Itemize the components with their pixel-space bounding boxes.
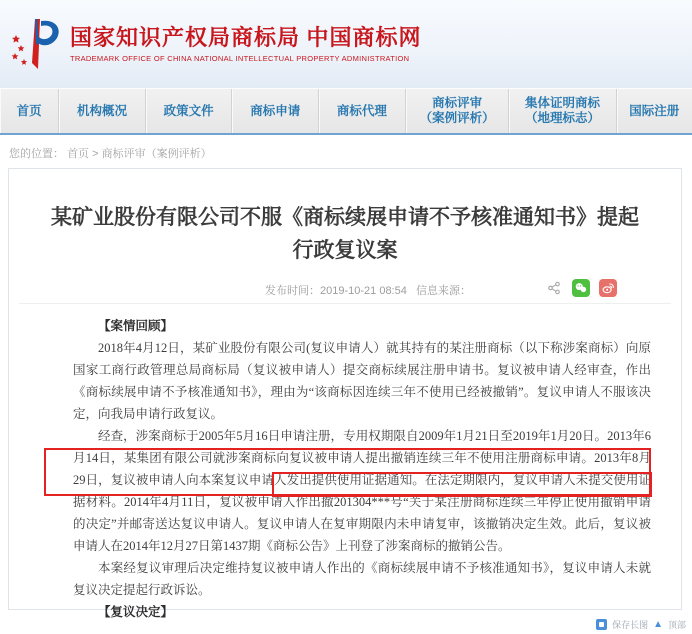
save-image-label[interactable]: 保存长图 (612, 620, 649, 630)
wechat-icon[interactable] (572, 279, 590, 297)
nav-item-label: 机构概况 (77, 103, 128, 118)
paragraph-3: 本案经复议审理后决定维持复议被申请人作出的《商标续展申请不予核准通知书》，复议申请人未就复议决定提起行政诉讼。 (73, 561, 651, 597)
nav-item-label: 国际注册 (629, 103, 680, 118)
nav-item-label: 集体证明商标 (525, 96, 601, 110)
nav-item-label2: （案例评析） (419, 111, 495, 125)
nav-item-label: 政策文件 (163, 103, 214, 118)
nav-item-home[interactable] (0, 89, 59, 133)
share-icon[interactable] (545, 279, 563, 297)
nav-item-policy[interactable] (146, 89, 233, 133)
back-to-top-label[interactable]: 顶部 (667, 620, 686, 630)
source-label: 信息来源： (416, 285, 472, 297)
back-to-top-icon[interactable]: ▲ (653, 618, 663, 630)
meta-divider (19, 303, 671, 304)
nav-item-international[interactable] (617, 89, 692, 133)
article-meta (265, 282, 471, 298)
article-panel (8, 168, 682, 619)
paragraph-2: 经查，涉案商标于2005年5月16日申请注册，专用权期限自2009年1月21日至2019年1月20日。2013年6月14日，某集团有限公司就涉案商标向复议被申请人提出撤销连续三年不使用注册商标申请。2013年8月29日，复议被申请人向本案复议申请人发出提供使用证据通知。在法定期限内，复议申请人未提交使用证据材料。2014年4月11日，复议被申请人作出撤201304***号“关于某注册商标连续三年停止使用撤销申请的决定”并邮寄送达复议申请人。复议申请人在复审期限内未申请复审，该撤销决定生效。此后，复议被申请人在2014年12月27日第1437期《商标公告》上刊登了涉案商标的撤销公告。 (73, 429, 651, 553)
breadcrumb-current-link[interactable]: 商标评审（案例评析） (101, 148, 212, 160)
paragraph-1: 2018年4月12日，某矿业股份有限公司(复议申请人）就其持有的某注册商标（以下称涉案商标）向原国家工商行政管理总局商标局（复议被申请人）提交商标续展注册申请书。复议被申请人经审查，作出《商标续展申请不予核准通知书》，理由为“该商标因连续三年不使用已经被撤销”。复议申请人不服该决定，向我局申请行政复议。 (73, 341, 651, 421)
nav-item-label: 商标代理 (336, 103, 387, 118)
nav-item-label: 首页 (16, 103, 42, 118)
breadcrumb (0, 135, 692, 161)
nav-item-label2: （地理标志） (525, 111, 601, 125)
article-body (73, 315, 651, 623)
nav-item-review[interactable] (406, 89, 510, 133)
save-image-icon[interactable] (596, 619, 607, 630)
nav-item-label: 商标申请 (250, 103, 301, 118)
breadcrumb-home-link[interactable]: 首页 (67, 148, 90, 160)
nav-item-about[interactable] (59, 89, 146, 133)
site-header (0, 0, 692, 88)
nav-item-label: 商标评审 (432, 96, 483, 110)
main-nav (0, 88, 692, 135)
site-title: 国家知识产权局商标局 中国商标网 (70, 25, 422, 50)
weibo-icon[interactable] (599, 279, 617, 297)
breadcrumb-separator: > (92, 148, 99, 160)
nav-item-collective-mark[interactable] (509, 89, 616, 133)
article-title: 某矿业股份有限公司不服《商标续展申请不予核准通知书》提起行政复议案 (51, 206, 639, 262)
site-logo-icon (8, 15, 64, 73)
nav-item-agency[interactable] (319, 89, 406, 133)
section-heading-review-decision: 【复议决定】 (98, 605, 174, 619)
share-toolbar (545, 279, 617, 297)
article-meta-row (9, 279, 681, 301)
publish-time: 发布时间：2019-10-21 08:54 (265, 285, 407, 297)
breadcrumb-prefix: 您的位置： (9, 148, 64, 160)
site-subtitle: TRADEMARK OFFICE OF CHINA NATIONAL INTELLECTUAL PROPERTY ADMINISTRATION (70, 54, 410, 63)
section-heading-case-review: 【案情回顾】 (98, 319, 174, 333)
bottom-widget (596, 618, 686, 631)
nav-item-application[interactable] (232, 89, 319, 133)
